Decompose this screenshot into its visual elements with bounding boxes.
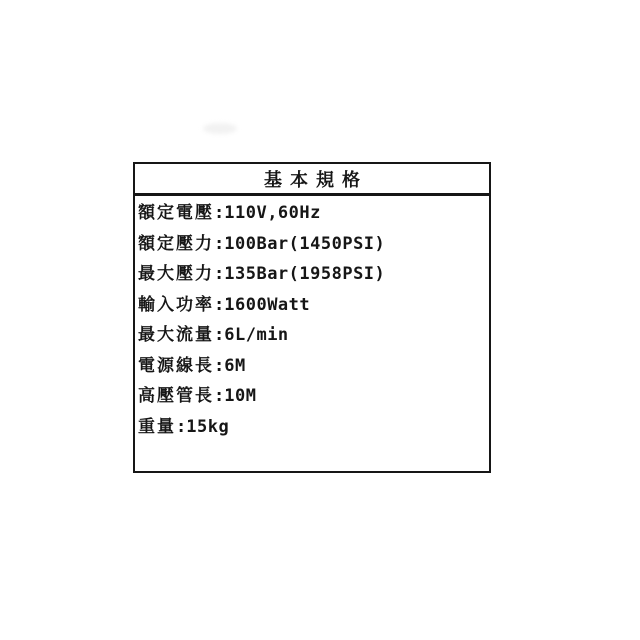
spec-value: 10M (224, 386, 257, 406)
spec-label: 輸入功率 (138, 294, 214, 315)
spec-value: 1600Watt (224, 294, 311, 315)
spec-row-max-flow (138, 320, 485, 351)
spec-colon: : (214, 386, 225, 406)
spec-row-input-power (138, 290, 485, 321)
spec-value: 110V,60Hz (224, 203, 321, 223)
spec-row-power-cord-length (138, 351, 485, 382)
spec-table-body (135, 196, 489, 442)
spec-table-header (135, 164, 489, 196)
spec-label: 額定壓力 (138, 233, 214, 254)
spec-label: 高壓管長 (138, 386, 214, 406)
spec-value: 135Bar(1958PSI) (224, 264, 386, 284)
spec-value: 15kg (186, 416, 230, 437)
spec-row-max-pressure (138, 259, 485, 290)
spec-value: 6L/min (224, 325, 289, 345)
faint-watermark-smudge (203, 123, 237, 134)
spec-colon: : (176, 416, 187, 437)
spec-label: 最大壓力 (138, 264, 214, 284)
spec-value: 100Bar(1450PSI) (224, 233, 386, 254)
spec-row-rated-voltage (138, 198, 485, 229)
spec-colon: : (214, 233, 225, 254)
spec-label: 最大流量 (138, 325, 214, 345)
spec-colon: : (214, 294, 225, 315)
spec-label: 額定電壓 (138, 203, 214, 223)
spec-row-weight (138, 412, 485, 443)
spec-table (133, 162, 491, 473)
spec-colon: : (214, 203, 225, 223)
spec-label: 電源線長 (138, 355, 214, 376)
spec-label: 重量 (138, 416, 176, 437)
spec-table-title: 基本規格 (264, 169, 368, 191)
spec-colon: : (214, 325, 225, 345)
spec-colon: : (214, 355, 225, 376)
spec-row-rated-pressure (138, 229, 485, 260)
spec-value: 6M (224, 355, 246, 376)
spec-row-hose-length (138, 381, 485, 412)
spec-colon: : (214, 264, 225, 284)
